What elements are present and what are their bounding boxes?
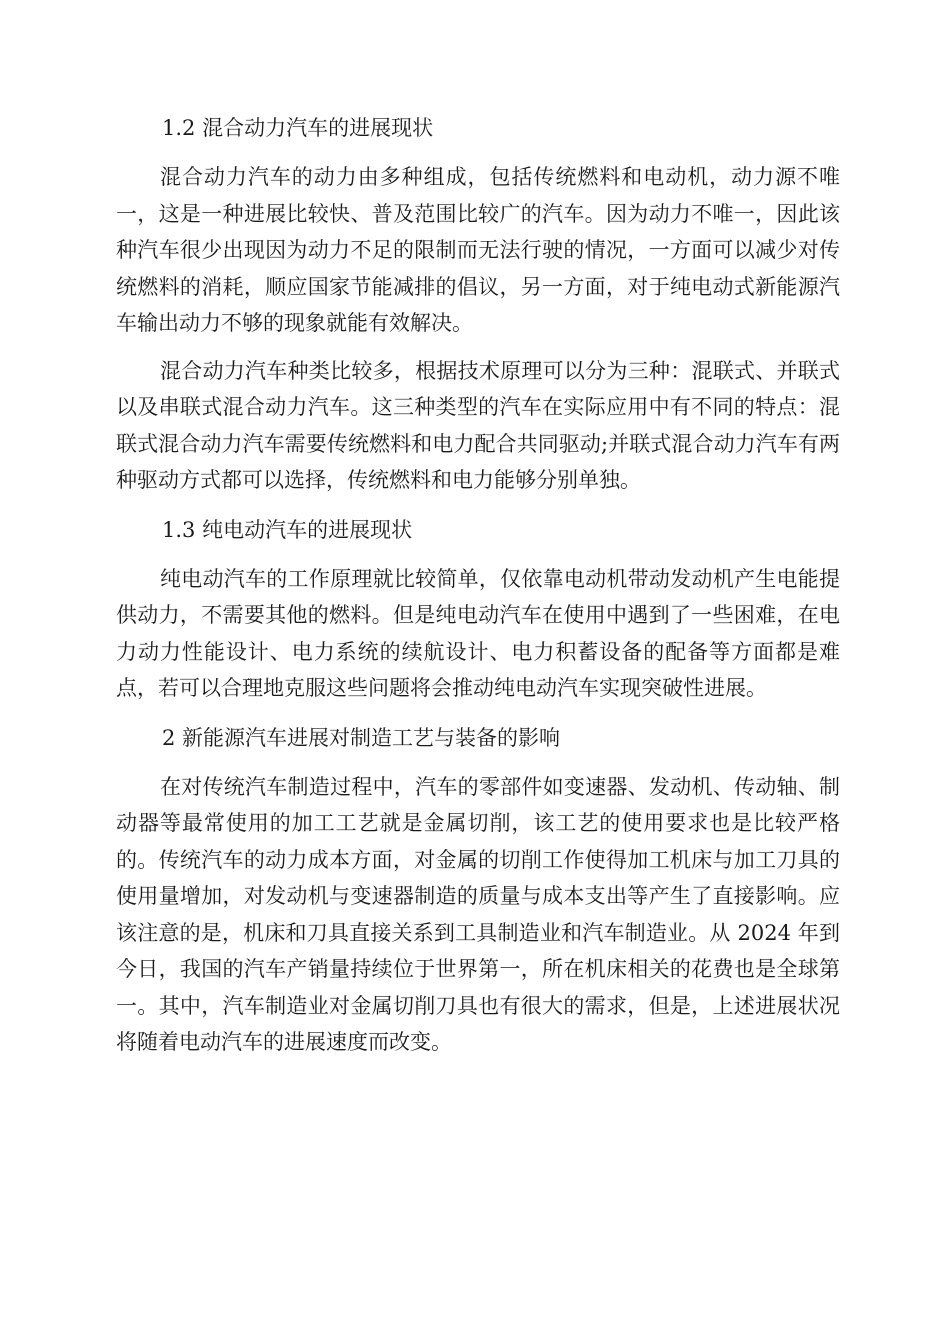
spacer <box>116 149 840 159</box>
section-heading-1-2: 1.2 混合动力汽车的进展现状 <box>162 116 434 140</box>
spacer <box>116 342 840 353</box>
spacer <box>116 759 840 769</box>
section-heading-2: 2 新能源汽车进展对制造工艺与装备的影响 <box>162 725 561 750</box>
spacer <box>116 499 840 510</box>
document-body <box>116 108 840 1061</box>
paragraph-ev-overview: 纯电动汽车的工作原理就比较简单，仅依靠电动机带动发动机产生电能提供动力，不需要其他的燃料。但是纯电动汽车在使用中遇到了一些困难，在电力动力性能设计、电力系统的续航设计、电力积蓄设备的配备等方面都是难点，若可以合理地克服这些问题将会推动纯电动汽车实现突破性进展。 <box>116 566 840 700</box>
paragraph-hybrid-overview: 混合动力汽车的动力由多种组成，包括传统燃料和电动机，动力源不唯一，这是一种进展比较快、普及范围比较广的汽车。因为动力不唯一，因此该种汽车很少出现因为动力不足的限制而无法行驶的情况，一方面可以减少对传统燃料的消耗，顺应国家节能减排的倡议，另一方面，对于纯电动式新能源汽车输出动力不够的现象就能有效解决。 <box>116 165 840 335</box>
spacer <box>116 551 840 561</box>
paragraph-hybrid-types: 混合动力汽车种类比较多，根据技术原理可以分为三种：混联式、并联式以及串联式混合动力汽车。这三种类型的汽车在实际应用中有不同的特点：混联式混合动力汽车需要传统燃料和电力配合共同驱动;并联式混合动力汽车有两种驱动方式都可以选择，传统燃料和电力能够分别单独。 <box>116 358 840 492</box>
section-heading-1-3: 1.3 纯电动汽车的进展现状 <box>162 517 413 542</box>
spacer <box>116 707 840 718</box>
paragraph-manufacturing-impact: 在对传统汽车制造过程中，汽车的零部件如变速器、发动机、传动轴、制动器等最常使用的加工工艺就是金属切削，该工艺的使用要求也是比较严格的。传统汽车的动力成本方面，对金属的切削工作使得加工机床与加工刀具的使用量增加，对发动机与变速器制造的质量与成本支出等产生了直接影响。应该注意的是，机床和刀具直接关系到工具制造业和汽车制造业。从 2024 年到今日，我国的汽车产销量持续位于世界第一，所在机床相关的花费也是全球第一。其中，汽车制造业对金属切削刀具也有很大的需求，但是，上述进展状况将随着电动汽车的进展速度而改变。 <box>116 774 840 1054</box>
